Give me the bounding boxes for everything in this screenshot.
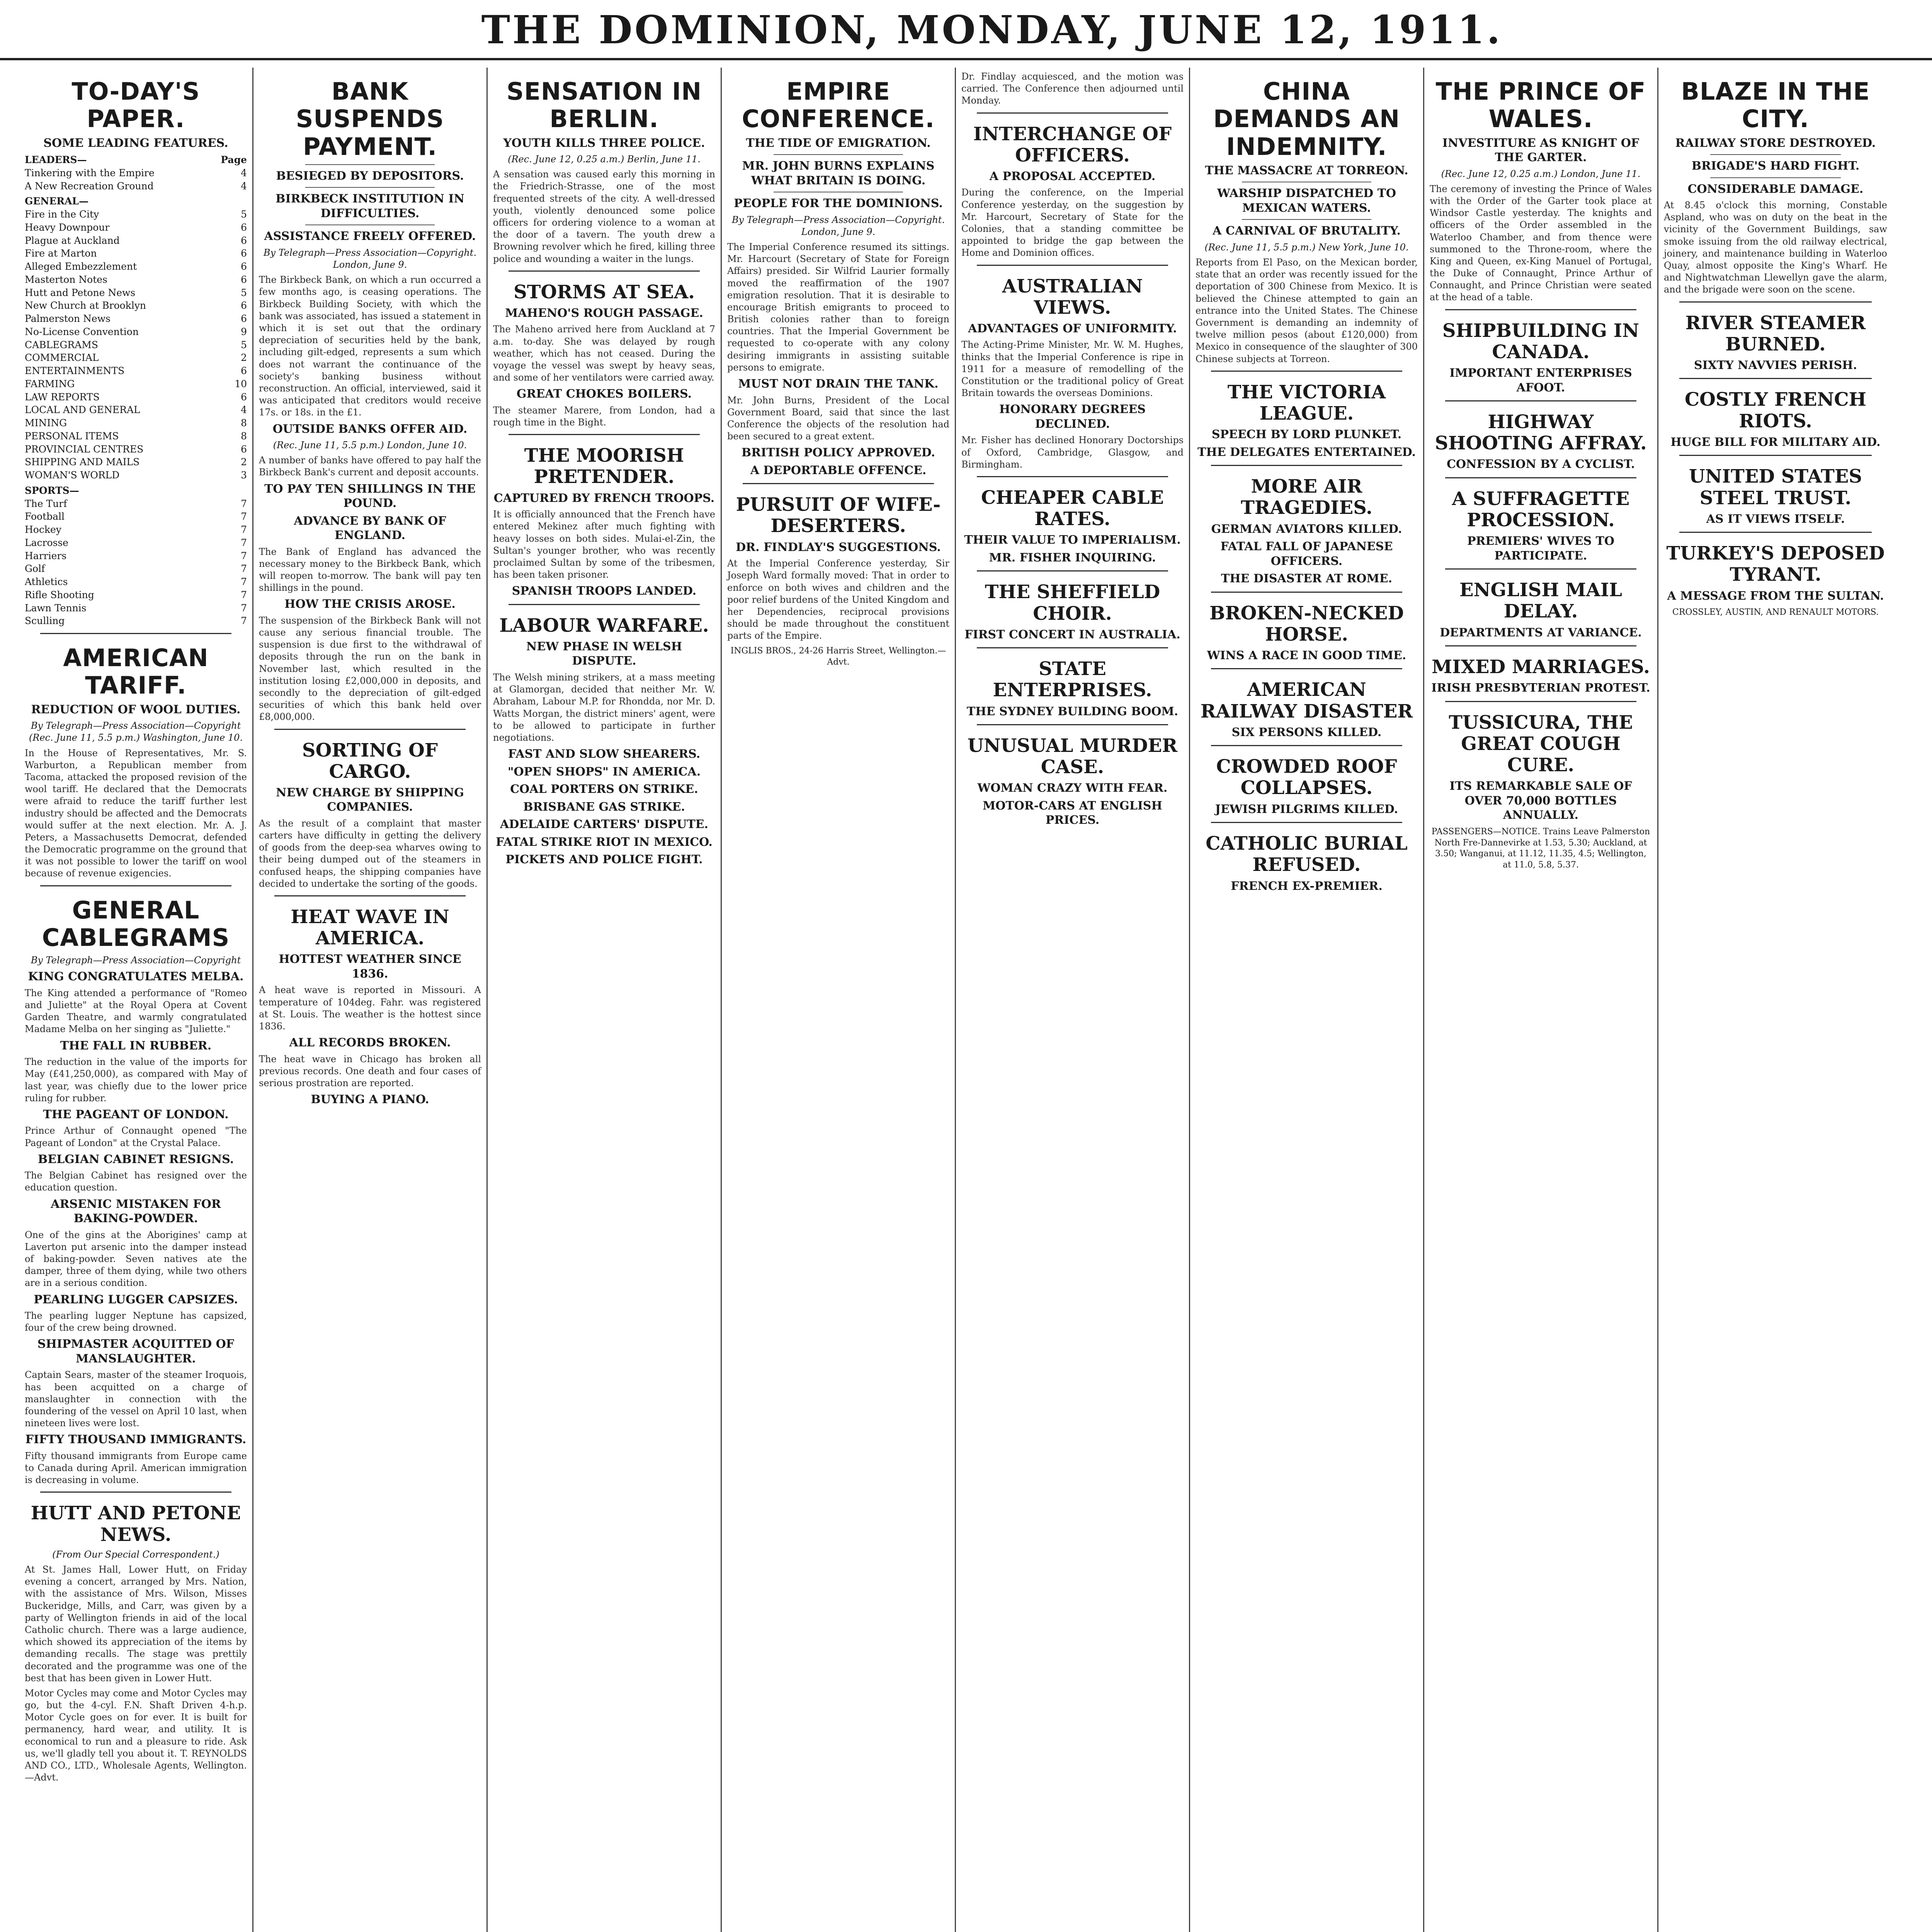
- index-item-page: 6: [241, 261, 247, 272]
- steel-trust-subhead: AS IT VIEWS ITSELF.: [1706, 512, 1845, 526]
- blaze-subhead-1: RAILWAY STORE DESTROYED.: [1675, 136, 1876, 150]
- outside-banks-heading: OUTSIDE BANKS OFFER AID.: [272, 422, 468, 436]
- index-item-label: Palmerston News: [25, 313, 111, 325]
- interchange-subhead: A PROPOSAL ACCEPTED.: [989, 169, 1156, 183]
- index-item-label: Rifle Shooting: [25, 589, 94, 600]
- index-row: [25, 497, 247, 510]
- contents-index: [25, 153, 247, 628]
- empire-body: The Imperial Conference resumed its sittings. Mr. Harcourt (Secretary of State for Foreign Affairs) presided. Sir Wilfrid Laurier formally moved the reaffirmation of the 1907 emigration resolution. That it is desirable to encourage British emigrants to proceed to British colonies rather than to foreign countries. That the Imperial Government be requested to co-operate with any colony desiring immigrants in assisting suitable persons to emigrate.: [727, 241, 949, 373]
- masthead-title: THE DOMINION, MONDAY, JUNE 12, 1911.: [481, 7, 1503, 53]
- index-item-label: LOCAL AND GENERAL: [25, 404, 140, 416]
- index-item-page: 2: [241, 352, 247, 364]
- index-row: [25, 391, 247, 404]
- china-body: Reports from El Paso, on the Mexican border, state that an order was recently issued for the deportation of 300 Chinese from Mexico. It is believed the Chinese attempted to gain an entrance into the United States. The Chinese Government is demanding an indemnity of twelve million pesos (about £120,000) from Mexico in consequence of the slaughter of 300 Chinese subjects at Torreon.: [1196, 257, 1418, 364]
- navvies-subhead: SIXTY NAVVIES PERISH.: [1694, 358, 1857, 372]
- storms-subhead: MAHENO'S ROUGH PASSAGE.: [505, 306, 703, 320]
- policy-approved-heading: BRITISH POLICY APPROVED.: [741, 446, 935, 460]
- page-label: Page: [221, 154, 247, 166]
- cable-body: Fifty thousand immigrants from Europe came to Canada during April. American immigration is decreasing in volume.: [25, 1450, 247, 1486]
- inglis-ad: INGLIS BROS., 24-26 Harris Street, Wellington.—Advt.: [730, 646, 946, 667]
- bank-headline: BANK SUSPENDS PAYMENT.: [296, 77, 444, 161]
- murder-case-subhead: WOMAN CRAZY WITH FEAR.: [977, 781, 1168, 795]
- empire-dateline: By Telegraph—Press Association—Copyright. London, June 9.: [731, 214, 945, 237]
- storms-body: The Maheno arrived here from Auckland at 7 a.m. to-day. She was delayed by rough weather, which has not ceased. During the voyage the vessel was swept by heavy seas, and some of her ventilators were carried away.: [493, 324, 715, 383]
- suffragette-subhead: PREMIERS' WIVES TO PARTICIPATE.: [1467, 534, 1615, 563]
- index-row: [25, 247, 247, 260]
- index-row: [25, 273, 247, 286]
- index-item-page: 4: [241, 180, 247, 192]
- roof-collapse-headline: CROWDED ROOF COLLAPSES.: [1216, 756, 1397, 799]
- hutt-body: At St. James Hall, Lower Hutt, on Friday evening a concert, arranged by Mrs. Nation, with the assistance of Mrs. Wilson, Misses Buckeridge, Mills, and Carr, was given by a party of Wellington friends in aid of the local Catholic church. There was a large audience, which showed its appreciation of the items by demanding recalls. The stage was prettily decorated and the programme was one of the best that has been given in Lower Hutt.: [25, 1564, 247, 1684]
- mail-delay-subhead: DEPARTMENTS AT VARIANCE.: [1440, 626, 1642, 639]
- wife-deserters-body: At the Imperial Conference yesterday, Sir Joseph Ward formally moved: That in order to enforce on both wives and children and the poor relief burdens of the United Kingdom and her Dependencies, reciprocal provisions should be made throughout the constituent parts of the Empire.: [727, 558, 949, 641]
- cable-heading: THE FALL IN RUBBER.: [60, 1039, 212, 1053]
- findlay-continued: Dr. Findlay acquiesced, and the motion was carried. The Conference then adjourned until Monday.: [961, 71, 1184, 106]
- index-item-page: 8: [241, 417, 247, 429]
- index-item-page: 6: [241, 300, 247, 311]
- mixed-marriages-subhead: IRISH PRESBYTERIAN PROTEST.: [1431, 681, 1650, 695]
- index-row: [25, 260, 247, 273]
- cable-body: The King attended a performance of "Romeo and Juliette" at the Royal Opera at Covent Garden Theatre, and warmly congratulated Madame Melba on her singing as "Juliette.": [25, 987, 247, 1035]
- bank-body: The Birkbeck Bank, on which a run occurred a few months ago, is ceasing operations. The Birkbeck Building Society, with which the bank was associated, has issued a statement in which it is set out that the ordinary depreciation of securities held by the bank, including gilt-edged, represents a sum which does not warrant the continuance of the society's banking business without reconstruction. An official, interviewed, said it was anticipated that creditors would receive 17s. or 18s. in the £1.: [259, 274, 481, 418]
- index-item-page: 6: [241, 221, 247, 233]
- general-label: GENERAL—: [25, 196, 89, 207]
- index-item-label: Tinkering with the Empire: [25, 167, 155, 179]
- sorting-cargo-headline: SORTING OF CARGO.: [302, 739, 438, 782]
- masthead: [0, 0, 1932, 60]
- passengers-notice: PASSENGERS—NOTICE. Trains Leave Palmerston North Fre-Dannevirke at 1.53, 5.30; Auckland, at 3.50; Wanganui, at 11.12, 11.35, 4.5; Wellington, at 11.0, 5.8, 5.37.: [1431, 827, 1650, 870]
- spanish-troops-heading: SPANISH TROOPS LANDED.: [512, 584, 697, 598]
- sultan-subhead: A MESSAGE FROM THE SULTAN.: [1667, 589, 1884, 603]
- cable-rates-headline: CHEAPER CABLE RATES.: [981, 486, 1164, 530]
- index-item-label: Plague at Auckland: [25, 235, 120, 246]
- index-item-page: 7: [241, 615, 247, 627]
- tariff-body: In the House of Representatives, Mr. S. Warburton, a Republican member from Tacoma, attacked the proposed revision of the wool tariff. He declared that the Democrats were afraid to reduce the tariff further lest industry should be affected and the Democrats would suffer at the next election. Mr. A. J. Peters, a Massachusetts Democrat, defended the Democratic programme on the ground that it was not possible to lower the tariff on wool because of revenue exigencies.: [25, 747, 247, 879]
- tussicura-headline: TUSSICURA, THE GREAT COUGH CURE.: [1449, 711, 1633, 776]
- index-row: [25, 575, 247, 588]
- australian-views-body: The Acting-Prime Minister, Mr. W. M. Hughes, thinks that the Imperial Conference is ripe in 1911 for a measure of remodelling of the Constitution or the traditional policy of Great Britain towards the overseas Dominions.: [961, 339, 1184, 399]
- index-item-label: SHIPPING AND MAILS: [25, 456, 140, 468]
- river-steamer-headline: RIVER STEAMER BURNED.: [1685, 312, 1866, 355]
- cable-body: One of the gins at the Aborigines' camp at Laverton put arsenic into the damper instead of baking-powder. Seven natives ate the damper, three of them dying, while two others are in a serious condition.: [25, 1229, 247, 1289]
- air-tragedies-headline: MORE AIR TRAGEDIES.: [1241, 476, 1372, 519]
- sheffield-choir-headline: THE SHEFFIELD CHOIR.: [985, 581, 1160, 624]
- tussicura-subhead: ITS REMARKABLE SALE OF OVER 70,000 BOTTLES ANNUALLY.: [1449, 779, 1632, 822]
- heat-wave-body: A heat wave is reported in Missouri. A temperature of 104deg. Fahr. was registered at St. Louis. The weather is the hottest since 1836.: [259, 985, 481, 1032]
- china-subhead-3: A CARNIVAL OF BRUTALITY.: [1213, 224, 1401, 238]
- state-enterprises-headline: STATE ENTERPRISES.: [993, 658, 1152, 701]
- motor-cycle-ad: Motor Cycles may come and Motor Cycles may go, but the 4-cyl. F.N. Shaft Driven 4-h.p. Motor Cycle goes on for ever. It is built for permanency, hard wear, and utility. It is economical to run and a pleasure to ride. Ask us, we'll gladly tell you about it. T. REYNOLDS AND CO., LTD., Wholesale Agents, Wellington.—Advt.: [25, 1687, 247, 1783]
- index-item-label: PERSONAL ITEMS: [25, 430, 119, 442]
- index-item-page: 7: [241, 602, 247, 614]
- shearers-heading: FAST AND SLOW SHEARERS.: [508, 747, 701, 761]
- moorish-subhead: CAPTURED BY FRENCH TROOPS.: [493, 491, 715, 505]
- index-item-label: Golf: [25, 563, 45, 575]
- sorting-cargo-subhead: NEW CHARGE BY SHIPPING COMPANIES.: [276, 786, 464, 814]
- storms-headline: STORMS AT SEA.: [514, 281, 695, 303]
- bank-subhead-2: BIRKBECK INSTITUTION IN DIFFICULTIES.: [276, 192, 464, 220]
- empire-subhead-2: MR. JOHN BURNS EXPLAINS WHAT BRITAIN IS DOING.: [742, 159, 935, 187]
- berlin-subhead: YOUTH KILLS THREE POLICE.: [503, 136, 705, 150]
- index-row: [25, 549, 247, 563]
- china-headline: CHINA DEMANDS AN INDEMNITY.: [1213, 77, 1400, 161]
- steel-trust-headline: UNITED STATES STEEL TRUST.: [1689, 466, 1862, 509]
- index-item-page: 7: [241, 511, 247, 522]
- heat-wave-headline: HEAT WAVE IN AMERICA.: [291, 906, 449, 949]
- cable-body: The Belgian Cabinet has resigned over the education question.: [25, 1170, 247, 1193]
- index-row: [25, 614, 247, 628]
- aviators-subhead: GERMAN AVIATORS KILLED.: [1211, 522, 1402, 536]
- index-item-page: 7: [241, 576, 247, 588]
- interchange-headline: INTERCHANGE OF OFFICERS.: [973, 123, 1172, 166]
- empire-subhead-3: PEOPLE FOR THE DOMINIONS.: [734, 197, 943, 211]
- column-1: [19, 68, 253, 1932]
- cablegrams-dateline: By Telegraph—Press Association—Copyright: [31, 955, 241, 966]
- index-item-page: 7: [241, 524, 247, 536]
- rome-disaster-heading: THE DISASTER AT ROME.: [1221, 572, 1393, 586]
- index-item-page: 6: [241, 443, 247, 455]
- index-row: [25, 286, 247, 299]
- index-item-page: 3: [241, 469, 247, 481]
- wife-deserters-headline: PURSUIT OF WIFE-DESERTERS.: [736, 494, 941, 537]
- index-item-page: 7: [241, 537, 247, 548]
- empire-headline: EMPIRE CONFERENCE.: [742, 77, 935, 133]
- tariff-dateline: By Telegraph—Press Association—Copyright (Rec. June 11, 5.5 p.m.) Washington, June 10.: [29, 720, 243, 743]
- roof-collapse-subhead: JEWISH PILGRIMS KILLED.: [1215, 802, 1398, 816]
- column-5: [956, 68, 1190, 1932]
- index-item-label: Lacrosse: [25, 537, 68, 548]
- index-item-page: 6: [241, 235, 247, 246]
- degrees-body: Mr. Fisher has declined Honorary Doctorships of Oxford, Cambridge, Glasgow, and Birmingham.: [961, 435, 1184, 470]
- burial-subhead: FRENCH EX-PREMIER.: [1231, 879, 1383, 893]
- bank-subhead-1: BESIEGED BY DEPOSITORS.: [276, 169, 464, 183]
- cable-heading: ARSENIC MISTAKEN FOR BAKING-POWDER.: [51, 1197, 221, 1226]
- cable-heading: SHIPMASTER ACQUITTED OF MANSLAUGHTER.: [37, 1337, 235, 1366]
- index-item-label: Sculling: [25, 615, 65, 627]
- index-item-label: Masterton Notes: [25, 274, 107, 285]
- index-item-label: Lawn Tennis: [25, 602, 87, 614]
- moorish-headline: THE MOORISH PRETENDER.: [524, 445, 684, 488]
- index-item-page: 7: [241, 589, 247, 600]
- coal-porters-heading: COAL PORTERS ON STRIKE.: [510, 782, 698, 796]
- bank-dateline: By Telegraph—Press Association—Copyright. London, June 9.: [263, 247, 477, 270]
- turkey-headline: TURKEY'S DEPOSED TYRANT.: [1666, 543, 1885, 586]
- index-row: [25, 469, 247, 482]
- index-item-label: Athletics: [25, 576, 68, 588]
- blaze-subhead-2: BRIGADE'S HARD FIGHT.: [1691, 159, 1860, 173]
- deportable-offence-heading: A DEPORTABLE OFFENCE.: [750, 463, 927, 477]
- index-row: [25, 338, 247, 352]
- china-subhead-1: THE MASSACRE AT TORREON.: [1205, 163, 1408, 177]
- outside-banks-body: A number of banks have offered to pay half the Birkbeck Bank's current and deposit accounts.: [259, 455, 481, 478]
- cable-heading: PEARLING LUGGER CAPSIZES.: [34, 1293, 238, 1306]
- prince-dateline: (Rec. June 12, 0.25 a.m.) London, June 11.: [1441, 168, 1641, 179]
- hutt-headline: HUTT AND PETONE NEWS.: [31, 1502, 241, 1546]
- outside-banks-dateline: (Rec. June 11, 5.5 p.m.) London, June 10.: [273, 440, 467, 451]
- column-8: [1658, 68, 1893, 1932]
- index-item-label: ENTERTAINMENTS: [25, 365, 125, 377]
- fisher-inquiring-heading: MR. FISHER INQUIRING.: [989, 551, 1156, 565]
- cable-heading: FIFTY THOUSAND IMMIGRANTS.: [25, 1433, 247, 1447]
- index-row: [25, 523, 247, 536]
- horse-headline: BROKEN-NECKED HORSE.: [1209, 602, 1404, 645]
- crisis-body: The suspension of the Birkbeck Bank will not cause any serious financial trouble. The suspension is due first to the withdrawal of deposits through the run on the bank in November last, which resulted in the institution losing £2,000,000 in deposits, and secondly to the depreciation of gilt-edged securities of which this bank held over £8,000,000.: [259, 615, 481, 723]
- index-item-label: Harriers: [25, 550, 67, 561]
- bank-subhead-3: ASSISTANCE FREELY OFFERED.: [264, 230, 476, 243]
- berlin-dateline: (Rec. June 12, 0.25 a.m.) Berlin, June 11.: [508, 154, 701, 165]
- index-row: [25, 403, 247, 417]
- index-row: [25, 167, 247, 180]
- boilers-heading: GREAT CHOKES BOILERS.: [516, 387, 692, 401]
- index-row: [25, 312, 247, 325]
- index-item-label: LAW REPORTS: [25, 391, 100, 403]
- index-item-page: 7: [241, 550, 247, 561]
- index-item-label: CABLEGRAMS: [25, 339, 98, 350]
- index-row: [25, 378, 247, 391]
- index-item-page: 7: [241, 563, 247, 575]
- findlay-subhead: DR. FINDLAY'S SUGGESTIONS.: [736, 540, 941, 554]
- index-item-page: 6: [241, 391, 247, 403]
- index-item-page: 6: [241, 365, 247, 377]
- index-row: [25, 588, 247, 602]
- railway-disaster-subhead: SIX PERSONS KILLED.: [1231, 725, 1382, 739]
- degrees-heading: HONORARY DEGREES DECLINED.: [999, 403, 1146, 431]
- index-row: [25, 430, 247, 443]
- index-row: [25, 562, 247, 575]
- index-row: [25, 351, 247, 364]
- berlin-headline: SENSATION IN BERLIN.: [506, 77, 702, 133]
- empire-subhead-1: THE TIDE OF EMIGRATION.: [746, 136, 931, 150]
- blaze-headline: BLAZE IN THE CITY.: [1681, 77, 1870, 133]
- moorish-body: It is officially announced that the French have entered Mekinez after much fighting with heavy losses on both sides. Mulai-el-Zin, the Sultan's younger brother, who was recently proclaimed Sultan by some of the tribesmen, has been taken prisoner.: [493, 509, 715, 580]
- uniformity-subhead: ADVANTAGES OF UNIFORMITY.: [968, 321, 1177, 335]
- motors-ad: CROSSLEY, AUSTIN, AND RENAULT MOTORS.: [1672, 607, 1879, 617]
- column-6: [1190, 68, 1424, 1932]
- shipbuilding-subhead: IMPORTANT ENTERPRISES AFOOT.: [1449, 366, 1632, 395]
- china-dateline: (Rec. June 11, 5.5 p.m.) New York, June 10.: [1204, 242, 1409, 253]
- plunket-subhead: SPEECH BY LORD PLUNKET.: [1211, 428, 1402, 442]
- index-item-label: A New Recreation Ground: [25, 180, 154, 192]
- index-item-label: Heavy Downpour: [25, 221, 110, 233]
- sports-label: SPORTS—: [25, 485, 79, 496]
- cable-heading: THE PAGEANT OF LONDON.: [43, 1107, 229, 1121]
- cable-body: Captain Sears, master of the steamer Iroquois, has been acquitted on a charge of manslaughter in connection with the foundering of the vessel on April 10 last, when nineteen lives were lost.: [25, 1369, 247, 1429]
- column-4: [722, 68, 956, 1932]
- index-row: [25, 234, 247, 247]
- index-row: [25, 221, 247, 234]
- column-2: [253, 68, 488, 1932]
- records-body: The heat wave in Chicago has broken all previous records. One death and four cases of serious prostration are reported.: [259, 1053, 481, 1089]
- delegates-heading: THE DELEGATES ENTERTAINED.: [1197, 445, 1416, 459]
- index-item-page: 5: [241, 339, 247, 350]
- index-item-page: 9: [241, 326, 247, 337]
- index-item-label: Hockey: [25, 524, 61, 536]
- bank-of-england-heading: ADVANCE BY BANK OF ENGLAND.: [294, 514, 446, 543]
- index-item-label: Football: [25, 511, 65, 522]
- index-item-label: Hutt and Petone News: [25, 287, 136, 298]
- index-item-label: Fire at Marton: [25, 248, 97, 259]
- china-subhead-2: WARSHIP DISPATCHED TO MEXICAN WATERS.: [1217, 187, 1396, 215]
- shooting-subhead: CONFESSION BY A CYCLIST.: [1446, 457, 1635, 471]
- murder-case-headline: UNUSUAL MURDER CASE.: [967, 735, 1178, 778]
- heat-wave-subhead: HOTTEST WEATHER SINCE 1836.: [279, 952, 461, 981]
- cable-rates-subhead: THEIR VALUE TO IMPERIALISM.: [964, 533, 1181, 547]
- shooting-headline: HIGHWAY SHOOTING AFFRAY.: [1435, 411, 1647, 454]
- hutt-subhead: (From Our Special Correspondent.): [52, 1549, 219, 1560]
- index-item-page: 4: [241, 404, 247, 416]
- newspaper-columns: [19, 68, 1932, 1932]
- pickets-heading: PICKETS AND POLICE FIGHT.: [505, 853, 703, 867]
- mail-delay-headline: ENGLISH MAIL DELAY.: [1459, 579, 1622, 622]
- ten-shillings-heading: TO PAY TEN SHILLINGS IN THE POUND.: [264, 482, 476, 510]
- index-row: [25, 208, 247, 221]
- tariff-headline: AMERICAN TARIFF.: [63, 644, 209, 700]
- labour-headline: LABOUR WARFARE.: [499, 614, 709, 636]
- carters-dispute-heading: ADELAIDE CARTERS' DISPUTE.: [500, 818, 708, 832]
- sheffield-choir-subhead: FIRST CONCERT IN AUSTRALIA.: [964, 628, 1180, 641]
- index-row: [25, 443, 247, 456]
- blaze-body: At 8.45 o'clock this morning, Constable Aspland, who was on duty on the beat in the vicinity of the Government Buildings, saw smoke issuing from the old railway electrical, joinery, and maintenance building in Waterloo Quay, almost opposite the King's Wharf. He and Nightwatchman Llewellyn gave the alarm, and the brigade were soon on the scene.: [1664, 200, 1887, 295]
- suffragette-headline: A SUFFRAGETTE PROCESSION.: [1452, 488, 1630, 531]
- records-heading: ALL RECORDS BROKEN.: [289, 1036, 451, 1050]
- index-row: [25, 325, 247, 338]
- prince-subhead: INVESTITURE AS KNIGHT OF THE GARTER.: [1442, 136, 1639, 165]
- index-item-label: PROVINCIAL CENTRES: [25, 443, 144, 455]
- cable-body: Prince Arthur of Connaught opened "The Pageant of London" at the Crystal Palace.: [25, 1125, 247, 1148]
- cable-body: The pearling lugger Neptune has capsized, four of the crew being drowned.: [25, 1310, 247, 1333]
- index-row: [25, 456, 247, 469]
- drain-tank-heading: MUST NOT DRAIN THE TANK.: [738, 377, 939, 391]
- index-item-page: 8: [241, 430, 247, 442]
- railway-disaster-headline: AMERICAN RAILWAY DISASTER: [1200, 679, 1413, 722]
- prince-headline: THE PRINCE OF WALES.: [1435, 77, 1646, 133]
- boilers-body: The steamer Marere, from London, had a rough time in the Bight.: [493, 405, 715, 428]
- index-item-label: WOMAN'S WORLD: [25, 469, 120, 481]
- index-item-page: 5: [241, 287, 247, 298]
- index-item-label: New Church at Brooklyn: [25, 300, 146, 311]
- japanese-officers-heading: FATAL FALL OF JAPANESE OFFICERS.: [1220, 540, 1393, 568]
- todays-paper-heading: TO-DAY'S PAPER.: [71, 77, 200, 133]
- victoria-league-headline: THE VICTORIA LEAGUE.: [1227, 381, 1386, 424]
- prince-body: The ceremony of investing the Prince of Wales with the Order of the Garter took place at Windsor Castle yesterday. The knights and officers of the Order assembled in the Waterloo Chamber, and from thence were summoned to the Throne-room, where the King and Queen, ex-King Manuel of Portugal, the Duke of Connaught, Prince Arthur of Connaught, and Prince Christian were seated at the head of a table.: [1430, 183, 1652, 303]
- burial-headline: CATHOLIC BURIAL REFUSED.: [1206, 833, 1408, 876]
- index-item-page: 7: [241, 498, 247, 509]
- cable-body: The reduction in the value of the imports for May (£41,250,000), as compared with May of last year, was chiefly due to the lower price ruling for rubber.: [25, 1056, 247, 1104]
- blaze-subhead-3: CONSIDERABLE DAMAGE.: [1687, 182, 1864, 196]
- tariff-subhead: REDUCTION OF WOOL DUTIES.: [31, 702, 241, 716]
- horse-subhead: WINS A RACE IN GOOD TIME.: [1207, 648, 1406, 662]
- ten-shillings-body: The Bank of England has advanced the necessary money to the Birkbeck Bank, which will reopen to-morrow. The bank will pay ten shillings in the pound.: [259, 546, 481, 594]
- index-item-label: FARMING: [25, 378, 75, 389]
- index-row: [25, 180, 247, 193]
- column-7: [1424, 68, 1658, 1932]
- motor-cars-heading: MOTOR-CARS AT ENGLISH PRICES.: [983, 799, 1162, 827]
- open-shops-heading: "OPEN SHOPS" IN AMERICA.: [507, 765, 701, 779]
- interchange-body: During the conference, on the Imperial Conference yesterday, on the suggestion by Mr. Harcourt, Secretary of State for the Colonies, that a standing committee be appointed to bridge the gap between the Home and Dominion offices.: [961, 187, 1184, 259]
- index-row: [25, 299, 247, 312]
- sorting-cargo-body: As the result of a complaint that master carters have difficulty in getting the delivery of goods from the deep-sea wharves owing to their being dumped out of the steamers in confused heaps, the shipping companies have decided to undertake the sorting of the goods.: [259, 818, 481, 889]
- index-item-label: The Turf: [25, 498, 67, 509]
- mixed-marriages-headline: MIXED MARRIAGES.: [1432, 656, 1650, 678]
- index-item-label: No-License Convention: [25, 326, 139, 337]
- index-item-page: 6: [241, 248, 247, 259]
- labour-body: The Welsh mining strikers, at a mass meeting at Glamorgan, decided that neither Mr. W. Abraham, Labour M.P. for Rhondda, nor Mr. D. Watts Morgan, the district miners' agent, were to be allowed to participate in further negotiations.: [493, 672, 715, 743]
- index-row: [25, 602, 247, 615]
- drain-tank-body: Mr. John Burns, President of the Local Government Board, said that since the last Conference the objects of the resolution had been secured to a great extent.: [727, 395, 949, 442]
- index-item-page: 10: [235, 378, 247, 389]
- index-item-page: 6: [241, 313, 247, 325]
- index-item-page: 6: [241, 274, 247, 285]
- leaders-label: LEADERS—: [25, 154, 87, 166]
- index-row: [25, 417, 247, 430]
- index-row: [25, 510, 247, 523]
- index-row: [25, 364, 247, 378]
- index-item-label: Fire in the City: [25, 209, 99, 220]
- piano-heading: BUYING A PIANO.: [311, 1093, 429, 1107]
- berlin-body: A sensation was caused early this morning in the Friedrich-Strasse, one of the most frequented streets of the city. A well-dressed youth, violently denounced some police officers for ordering violence to a woman at the door of a tavern. The youth drew a Browning revolver which he fired, killing three police and wounding a waiter in the lungs.: [493, 169, 715, 264]
- index-item-page: 4: [241, 167, 247, 179]
- australian-views-headline: AUSTRALIAN VIEWS.: [1002, 275, 1143, 318]
- french-riots-headline: COSTLY FRENCH RIOTS.: [1684, 389, 1867, 432]
- cable-heading: BELGIAN CABINET RESIGNS.: [37, 1152, 234, 1166]
- index-item-label: MINING: [25, 417, 67, 429]
- shipbuilding-headline: SHIPBUILDING IN CANADA.: [1442, 320, 1639, 363]
- cable-heading: KING CONGRATULATES MELBA.: [28, 970, 244, 984]
- index-item-label: COMMERCIAL: [25, 352, 99, 364]
- building-boom-subhead: THE SYDNEY BUILDING BOOM.: [966, 704, 1179, 718]
- index-row: [25, 536, 247, 549]
- leading-features-heading: SOME LEADING FEATURES.: [43, 136, 228, 150]
- mexico-riot-heading: FATAL STRIKE RIOT IN MEXICO.: [496, 835, 713, 849]
- index-item-label: Alleged Embezzlement: [25, 261, 137, 272]
- labour-subhead: NEW PHASE IN WELSH DISPUTE.: [526, 639, 682, 668]
- index-item-page: 5: [241, 209, 247, 220]
- index-item-page: 2: [241, 456, 247, 468]
- gas-strike-heading: BRISBANE GAS STRIKE.: [523, 800, 685, 814]
- column-3: [488, 68, 722, 1932]
- cablegrams-headline: GENERAL CABLEGRAMS: [42, 896, 230, 952]
- crisis-heading: HOW THE CRISIS AROSE.: [284, 597, 456, 611]
- military-aid-subhead: HUGE BILL FOR MILITARY AID.: [1670, 435, 1881, 449]
